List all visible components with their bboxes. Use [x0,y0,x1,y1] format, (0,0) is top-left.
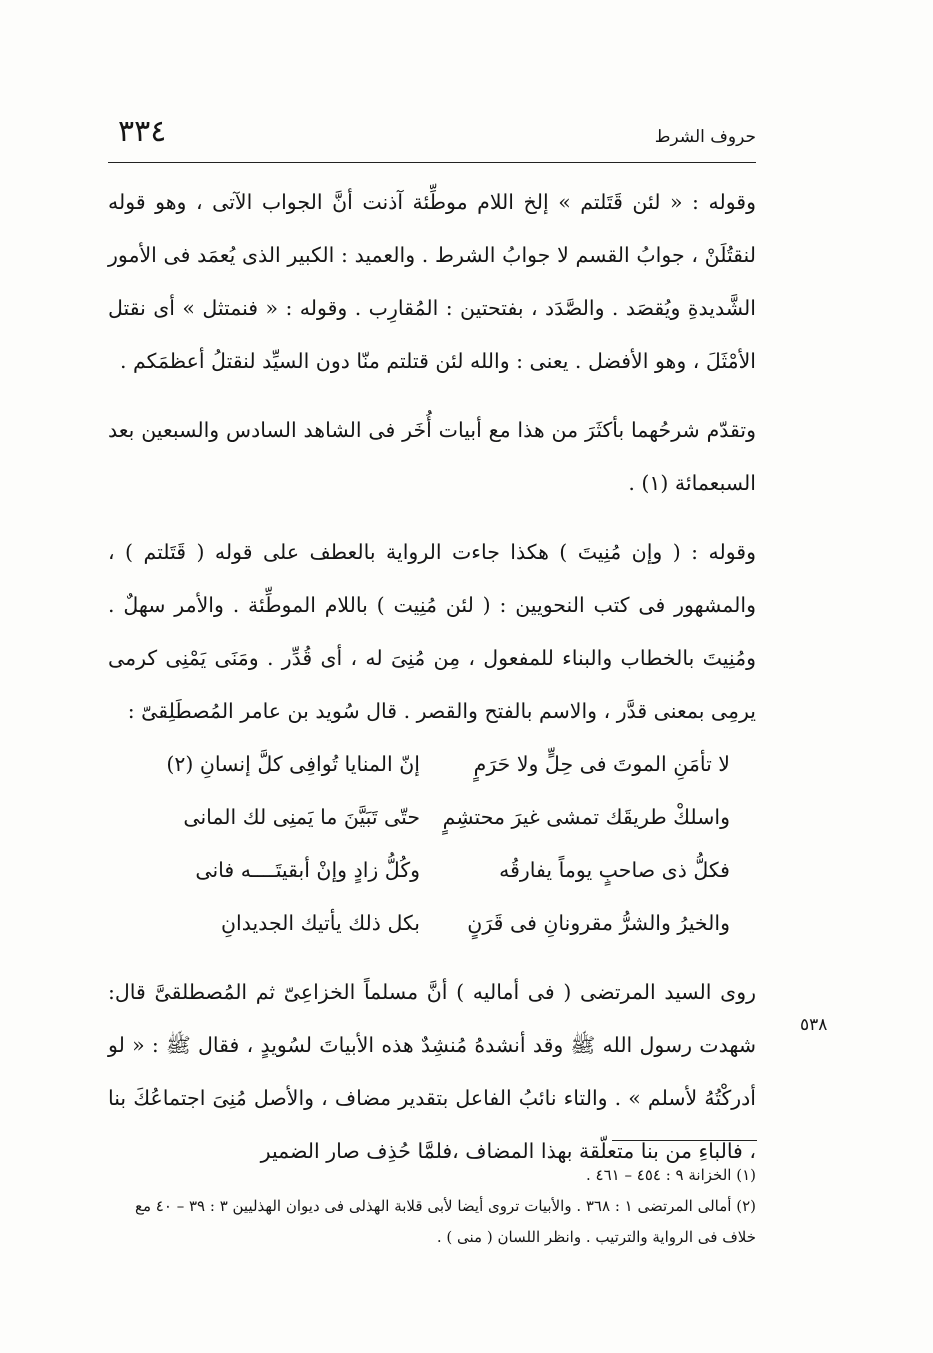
margin-reference-number: ٥٣٨ [800,1015,828,1035]
verse-second-hemistich: وكُلُّ زادٍ وإنْ أبقيتَــــه فانى [195,858,420,882]
verse-line [130,738,730,791]
main-text [108,176,756,1178]
verse-first-hemistich: لا تأمَنِ الموتَ فى حِلٍّ ولا حَرَمٍ [473,752,730,776]
verse-line [130,791,730,844]
paragraph: وقوله : « لئن قَتَلتم » إلخ اللام موطِّئة آذنت أنَّ الجواب الآتى ، وهو قوله لنقتُلَنْ ، جوابُ القسم لا جوابُ الشرط . والعميد : الكبير الذى يُعمَد فى الأمور الشَّديدةِ ويُقصَد . والصَّدَد ، بفتحتين : المُقارِب . وقوله : « فنمتثل » أى نقتل الأمْثَلَ ، وهو الأفضل . يعنى : والله لئن قتلتم منّا دون السيِّد لنقتلُ أعظمَكم . [108,190,756,373]
verse-first-hemistich: فكلُّ ذى صاحبٍ يوماً يفارقُه [499,858,730,882]
verse-line [130,844,730,897]
running-title: حروف الشرط [654,127,756,147]
verse-first-hemistich: والخيرُ والشرُّ مقرونانِ فى قَرَنٍ [467,911,730,935]
footnote: (٢) أمالى المرتضى ١ : ٣٦٨ . والأبيات تروى أيضا لأبى قلابة الهذلى فى ديوان الهذليين ٣ : ٣٩ – ٤٠ مع خلاف فى الرواية والترتيب . وانظر اللسان ( منى ) . [135,1197,756,1246]
paragraph: وقوله : ( وإن مُنِيتَ ) هكذا جاءت الرواية بالعطف على قوله ( قَتَلتم ) ، والمشهور فى كتب النحويين : ( لئن مُنِيت ) باللام الموطِّئة . والأمر سهلٌ . ومُنِيتَ بالخطاب والبناء للمفعول ، مِن مُنِىَ له ، أى قُدِّر . ومَنَى يَمْنِى كرمى يرمِى بمعنى قدَّر ، والاسم بالفتح والقصر . قال سُويد بن عامر المُصطَلِقىّ : [108,540,756,723]
paragraph: وتقدّم شرحُهما بأكثَرَ من هذا مع أبيات أُخَر فى الشاهد السادس والسبعين بعد السبعمائة (١) . [108,418,756,495]
footnote-rule [612,1140,757,1141]
verse-second-hemistich: بكل ذلك يأتيك الجديدانِ [220,911,420,935]
header-rule [108,162,756,163]
verse-first-hemistich: واسلكْ طريقَك تمشى غيرَ محتشِمٍ [442,805,730,829]
footnotes [108,1160,756,1253]
verse-second-hemistich: إنّ المنايا تُوافِى كلَّ إنسانِ (٢) [166,752,420,776]
verse-second-hemistich: حتّى تَبَيَّنَ ما يَمنِى لك المانى [183,805,420,829]
footnote: (١) الخزانة ٩ : ٤٥٤ – ٤٦١ . [586,1166,756,1184]
poem-verses [130,738,730,950]
page-header [108,112,756,162]
paragraph: روى السيد المرتضى ( فى أماليه ) أنَّ مسلماً الخزاعِىّ ثم المُصطلقىَّ قال: شهدت رسول الله ﷺ وقد أنشدهُ مُنشِدٌ هذه الأبياتَ لسُويدٍ ، فقال ﷺ : « لو أدركْتُهُ لأسلم » . والتاء نائبُ الفاعل بتقدير مضاف ، والأصل مُنِىَ اجتماعُكَ بنا ، فالباءِ من بنا متعلّقة بهذا المضاف ،فلمَّا حُذِف صار الضمير [108,980,756,1163]
page-number: ٣٣٤ [118,114,167,149]
verse-line [130,897,730,950]
